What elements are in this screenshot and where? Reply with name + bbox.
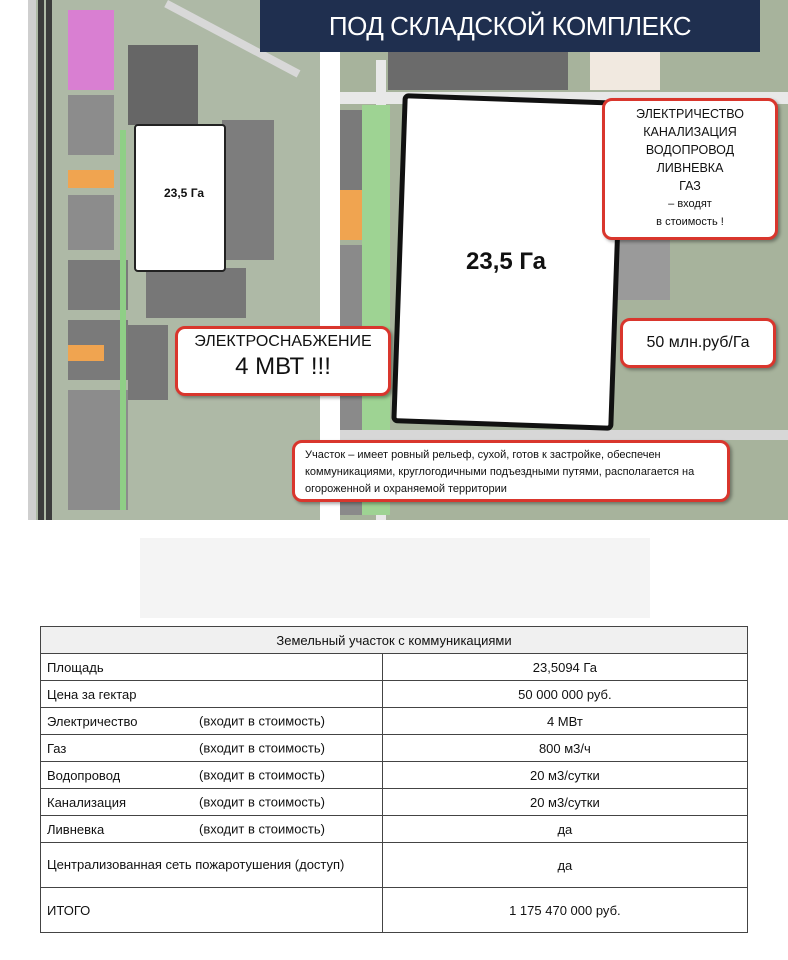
description-callout: Участок – имеет ровный рельеф, сухой, готов к застройке, обеспечен коммуникациями, круглогодичными подъездными путями, располагается на огороженной и охраняемой территории	[292, 440, 730, 502]
callout-line: КАНАЛИЗАЦИЯ	[643, 125, 737, 139]
callout-line: – входят	[668, 198, 712, 210]
table-row	[41, 681, 748, 708]
row-label: Канализация	[47, 794, 126, 810]
table-row	[41, 789, 748, 816]
row-label: Газ	[47, 740, 67, 756]
row-label: Ливневка	[47, 821, 105, 837]
row-value: да	[382, 843, 747, 888]
row-label: Централизованная сеть пожаротушения (доступ)	[47, 857, 345, 872]
row-value: да	[382, 816, 747, 843]
info-table	[40, 626, 748, 933]
row-label: Водопровод	[47, 767, 121, 783]
table-row	[41, 735, 748, 762]
row-value: 20 м3/сутки	[382, 789, 747, 816]
row-value: 20 м3/сутки	[382, 762, 747, 789]
blurred-area	[140, 538, 650, 618]
row-value: 50 000 000 руб.	[382, 681, 747, 708]
callout-line: в стоимость !	[656, 216, 724, 228]
row-value: 4 МВт	[382, 708, 747, 735]
row-value: 800 м3/ч	[382, 735, 747, 762]
page-title: ПОД СКЛАДСКОЙ КОМПЛЕКС	[260, 0, 760, 52]
row-value: 23,5094 Га	[382, 654, 747, 681]
overview-map	[28, 0, 320, 520]
row-label: Электричество	[47, 713, 138, 729]
table-title: Земельный участок с коммуникациями	[41, 627, 748, 654]
row-note: (входит в стоимость)	[199, 713, 325, 729]
callout-line: ЛИВНЕВКА	[656, 161, 724, 175]
price-callout: 50 млн.руб/Га	[620, 318, 776, 368]
table-row	[41, 843, 748, 888]
table-row	[41, 654, 748, 681]
callout-line: ГАЗ	[679, 179, 701, 193]
row-label: Цена за гектар	[47, 686, 137, 702]
plot-label: 23,5 Га	[466, 248, 547, 275]
table-row	[41, 708, 748, 735]
row-note: (входит в стоимость)	[199, 821, 325, 837]
row-note: (входит в стоимость)	[199, 794, 325, 810]
row-label: Площадь	[47, 659, 104, 675]
utilities-callout	[602, 98, 778, 240]
table-row	[41, 762, 748, 789]
row-label: ИТОГО	[47, 902, 91, 918]
row-note: (входит в стоимость)	[199, 767, 325, 783]
plot-label-small: 23,5 Га	[164, 186, 205, 200]
callout-line: ЭЛЕКТРИЧЕСТВО	[636, 107, 744, 121]
callout-line: ВОДОПРОВОД	[645, 143, 735, 157]
power-title: ЭЛЕКТРОСНАБЖЕНИЕ	[194, 333, 372, 350]
table-row	[41, 816, 748, 843]
power-callout	[175, 326, 391, 396]
row-note: (входит в стоимость)	[199, 740, 325, 756]
power-value: 4 МВТ !!!	[235, 353, 331, 380]
row-value: 1 175 470 000 руб.	[382, 888, 747, 933]
table-row	[41, 888, 748, 933]
